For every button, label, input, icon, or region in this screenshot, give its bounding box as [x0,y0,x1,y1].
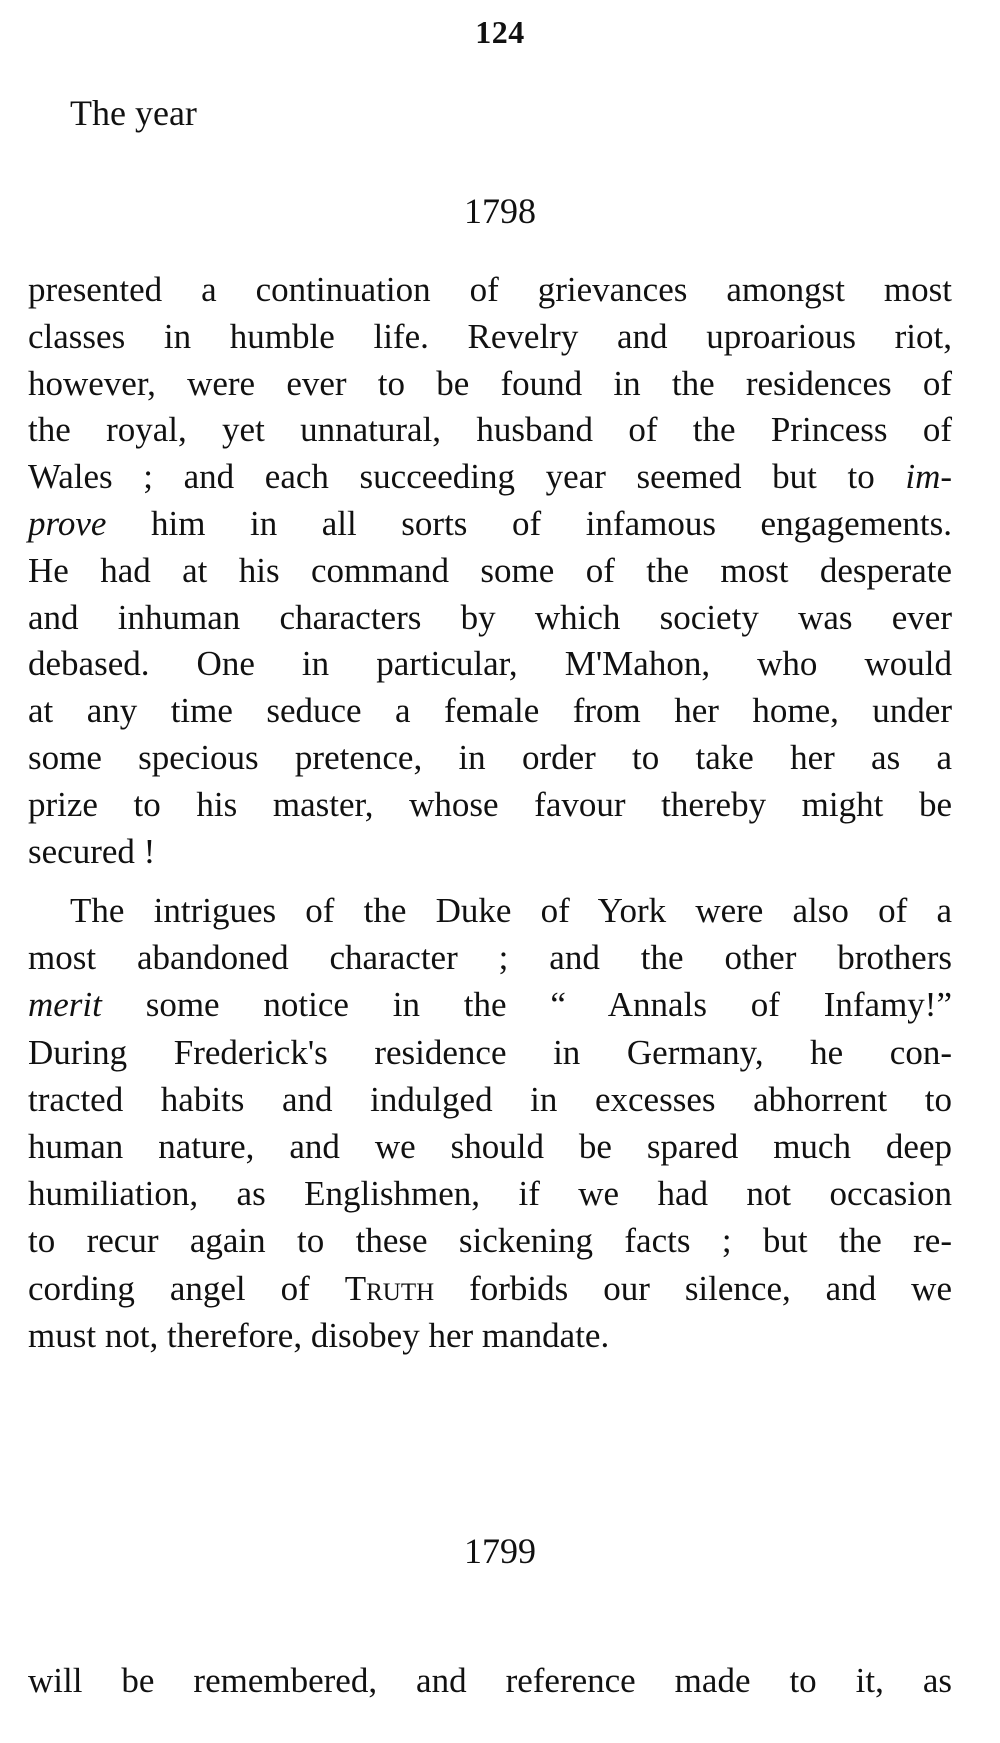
text-line: Wales ; and each succeeding year seemed but to im- [28,457,952,497]
text-line: human nature, and we should be spared much deep [28,1127,952,1166]
year-heading-1798: 1798 [464,191,536,231]
text-line: at any time seduce a female from her home, under [28,691,952,731]
text-line: however, were ever to be found in the residences of [28,363,952,403]
text-line: secured ! [28,831,156,871]
text-line: prove him in all sorts of infamous engagements. [28,504,952,543]
text-line: merit some notice in the “ Annals of Infamy!” [28,985,952,1025]
text-line: the royal, yet unnatural, husband of the Princess of [28,410,952,450]
text-line: tracted habits and indulged in excesses abhorrent to [28,1079,952,1119]
lead-text: The year [70,93,197,133]
year-heading-1799: 1799 [464,1531,536,1571]
text-line: During Frederick's residence in Germany, he con- [28,1032,952,1072]
text-line: humiliation, as Englishmen, if we had not occasion [28,1174,952,1214]
text-line: He had at his command some of the most desperate [28,550,952,590]
text-line: prize to his master, whose favour thereby might be [28,784,952,824]
text-line: debased. One in particular, M'Mahon, who would [28,644,952,684]
page-number: 124 [475,14,525,50]
text-line: cording angel of Truth forbids our silence, and we [28,1268,952,1308]
text-line: will be remembered, and reference made to it, as [28,1661,952,1700]
text-line: some specious pretence, in order to take her as a [28,738,952,777]
text-line: and inhuman characters by which society was ever [28,597,952,637]
text-line: most abandoned character ; and the other brothers [28,938,952,978]
text-line: must not, therefore, disobey her mandate. [28,1315,610,1355]
text-line: to recur again to these sickening facts ; but the re- [28,1221,952,1261]
text-line: presented a continuation of grievances amongst most [28,270,952,309]
text-line: classes in humble life. Revelry and uproarious riot, [28,316,952,356]
text-line: The intrigues of the Duke of York were also of a [70,891,952,930]
